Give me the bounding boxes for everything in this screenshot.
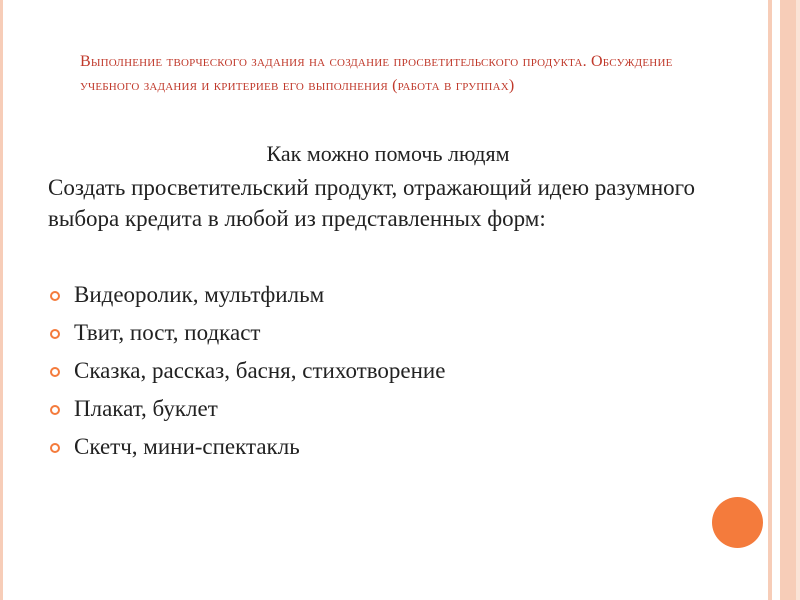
circle-bullet-icon bbox=[50, 367, 60, 377]
bullet-list bbox=[48, 280, 728, 470]
circle-bullet-icon bbox=[50, 443, 60, 453]
right-border-edge-band bbox=[796, 0, 800, 600]
orange-circle-decoration bbox=[712, 497, 763, 548]
circle-bullet-icon bbox=[50, 291, 60, 301]
circle-bullet-icon bbox=[50, 329, 60, 339]
bullet-text: Скетч, мини-спектакль bbox=[74, 434, 300, 459]
left-border-band bbox=[0, 0, 3, 600]
circle-bullet-icon bbox=[50, 405, 60, 415]
bullet-text: Видеоролик, мультфильм bbox=[74, 282, 325, 307]
slide-title: Выполнение творческого задания на создание просветительского продукта. Обсуждение учебного задания и критериев его выполнения (работа в группах) bbox=[80, 53, 673, 94]
right-border-wide-band bbox=[780, 0, 796, 600]
bullet-text: Плакат, буклет bbox=[74, 396, 218, 421]
bullet-item bbox=[48, 318, 728, 356]
bullet-item bbox=[48, 394, 728, 432]
intro-text: Создать просветительский продукт, отражающий идею разумного выбора кредита в любой из представленных форм: bbox=[48, 175, 695, 231]
bullet-text: Твит, пост, подкаст bbox=[74, 320, 261, 345]
bullet-item bbox=[48, 356, 728, 394]
bullet-text: Сказка, рассказ, басня, стихотворение bbox=[74, 358, 446, 383]
bullet-item bbox=[48, 432, 728, 470]
slide-subtitle: Как можно помочь людям bbox=[266, 141, 510, 166]
right-border-thin-band bbox=[768, 0, 772, 600]
bullet-item bbox=[48, 280, 728, 318]
